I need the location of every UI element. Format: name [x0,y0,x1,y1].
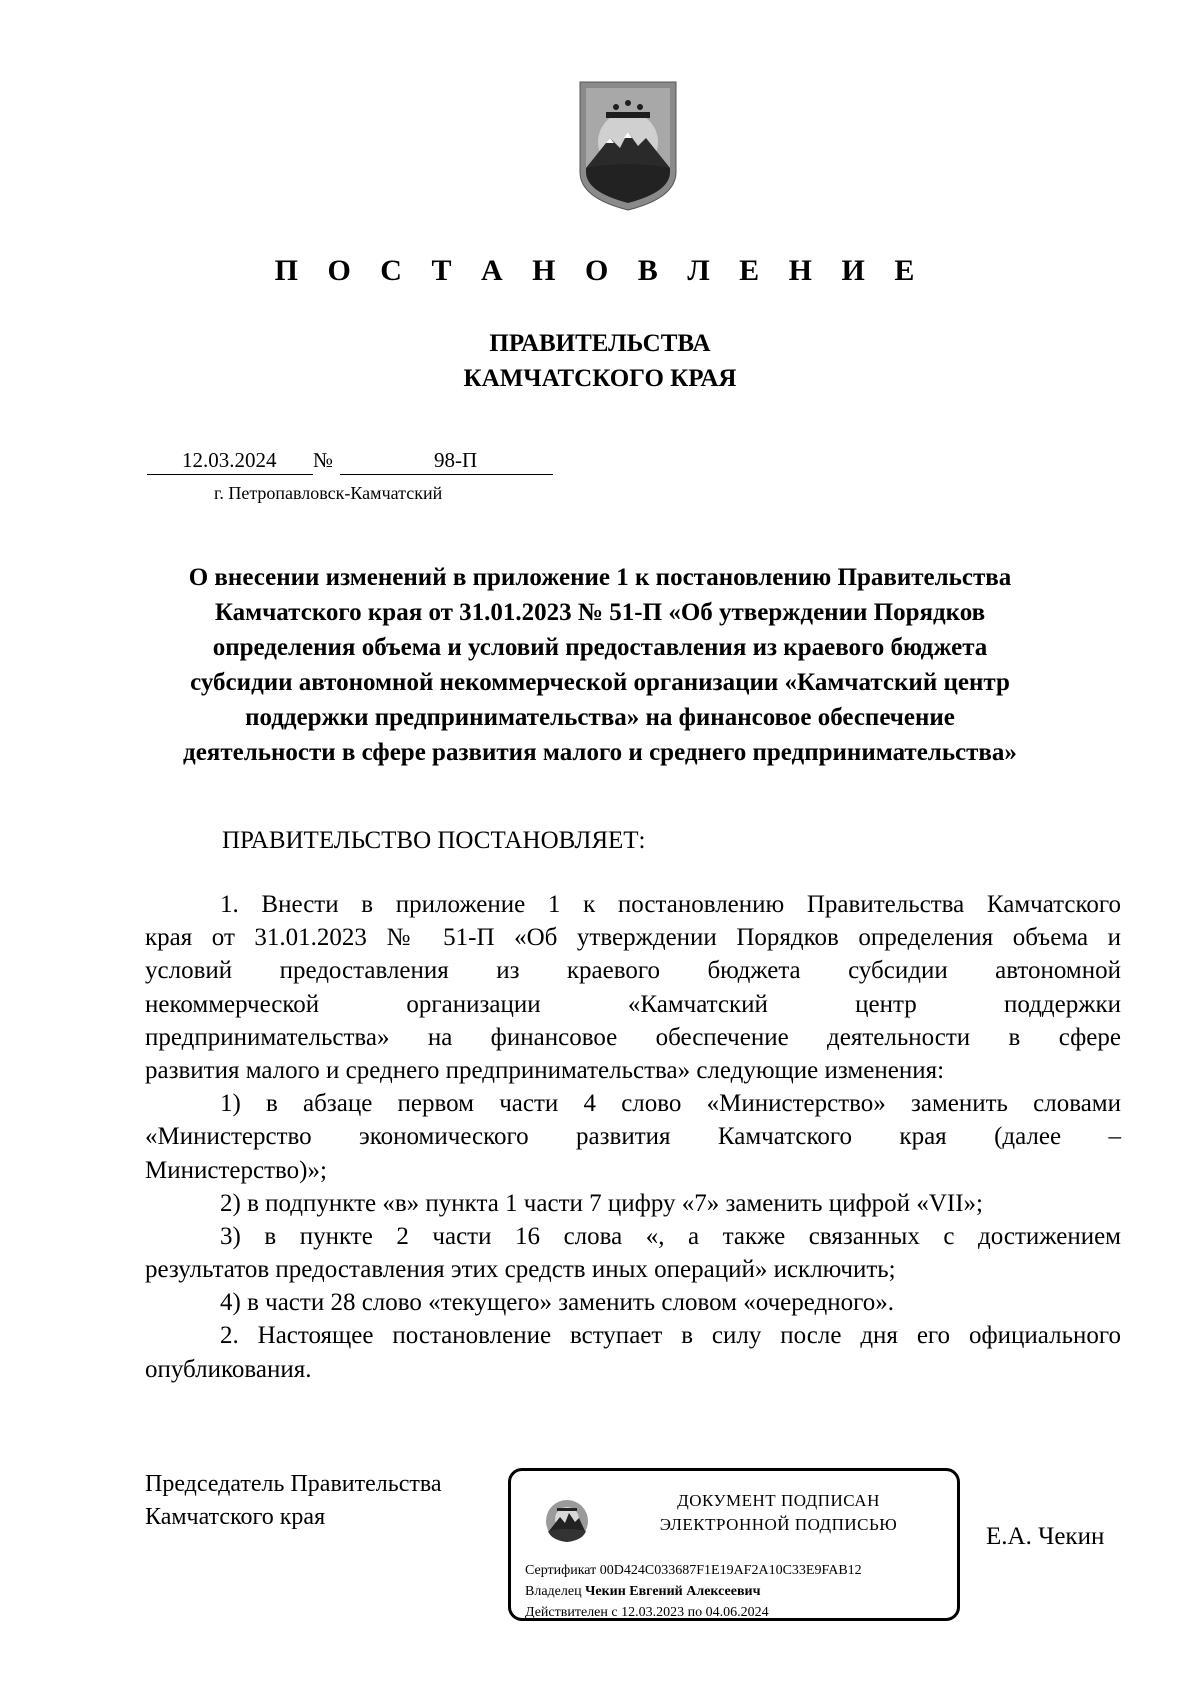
document-title [140,560,1060,770]
valid-from-label: Действителен с [525,1605,618,1620]
issuer-heading [0,326,1200,396]
number-sign: № [313,448,334,472]
document-number: 98-П [434,448,478,472]
document-type-heading: П О С Т А Н О В Л Е Н И Е [274,254,926,287]
body-line: 1. Внести в приложение 1 к постановлению Правительства Камчатского [220,891,1121,918]
body-line: результатов предоставления этих средств иных операций» исключить; [145,1256,896,1284]
title-line: субсидии автономной некоммерческой организации «Камчатский центр [190,669,1010,696]
title-line: деятельности в сфере развития малого и среднего предпринимательства» [183,739,1017,766]
document-body [145,888,1121,1386]
title-line: Камчатского края от 31.01.2023 № 51-П «Об утверждении Порядков [214,599,986,626]
title-line: поддержки предпринимательства» на финансовое обеспечение [245,704,955,731]
signer-position-line: Камчатского края [145,1504,326,1530]
body-line: некоммерческой организации «Камчатский центр поддержки [145,990,1121,1018]
body-line: 2. Настоящее постановление вступает в силу после дня его официального [220,1322,1121,1350]
body-line: «Министерство экономического развития Камчатского края (далее – [145,1123,1121,1151]
valid-from-value: 12.03.2023 [621,1605,685,1620]
certificate-value: 00D424C033687F1E19AF2A10C33E9FAB12 [599,1563,862,1578]
issuer-line: ПРАВИТЕЛЬСТВА [489,330,711,357]
body-line: 3) в пункте 2 части 16 слова «, а также связанных с достижением [220,1222,1121,1250]
body-line: 1) в абзаце первом части 4 слово «Министерство» заменить словами [220,1090,1121,1118]
place-of-issue: г. Петропавловск-Камчатский [214,483,443,503]
owner-value: Чекин Евгений Алексеевич [585,1584,761,1599]
body-line: 4) в части 28 слово «текущего» заменить словом «очередного». [220,1289,894,1317]
valid-to-label: по [687,1605,703,1620]
title-line: О внесении изменений в приложение 1 к постановлению Правительства [188,564,1012,591]
signer-position [145,1468,442,1534]
electronic-signature-stamp [508,1468,960,1621]
stamp-heading-line: ЭЛЕКТРОННОЙ ПОДПИСЬЮ [659,1515,898,1534]
body-line: развития малого и среднего предпринимательства» следующие изменения: [145,1056,945,1084]
coat-of-arms-emblem [576,80,680,212]
document-date: 12.03.2024 [182,448,277,472]
certificate-row [525,1560,862,1581]
owner-label: Владелец [525,1584,582,1599]
body-line: предпринимательства» на финансовое обеспечение деятельности в сфере [145,1023,1121,1051]
body-line: Министерство)»; [145,1156,327,1184]
valid-to-value: 04.06.2024 [705,1605,769,1620]
number-underline [340,474,553,475]
date-underline [147,474,313,475]
title-line: определения объема и условий предоставления из краевого бюджета [212,634,988,661]
owner-row [525,1581,862,1602]
stamp-emblem-icon [545,1499,589,1543]
body-line: края от 31.01.2023 № 51-П «Об утверждении Порядков определения объема и [145,924,1121,952]
body-line: 2) в подпункте «в» пункта 1 части 7 цифру «7» заменить цифрой «VII»; [220,1189,983,1217]
stamp-heading-line: ДОКУМЕНТ ПОДПИСАН [677,1491,880,1510]
validity-row [525,1602,862,1623]
signer-name: Е.А. Чекин [986,1523,1105,1550]
registration-line [147,446,553,476]
issuer-line: КАМЧАТСКОГО КРАЯ [463,365,737,392]
signer-position-line: Председатель Правительства [145,1471,442,1497]
stamp-details [525,1560,862,1623]
stamp-heading [606,1489,951,1537]
certificate-label: Сертификат [525,1563,597,1578]
body-line: условий предоставления из краевого бюджета субсидии автономной [145,957,1121,985]
body-line: опубликования. [145,1355,312,1383]
resolves-clause: ПРАВИТЕЛЬСТВО ПОСТАНОВЛЯЕТ: [222,827,646,854]
